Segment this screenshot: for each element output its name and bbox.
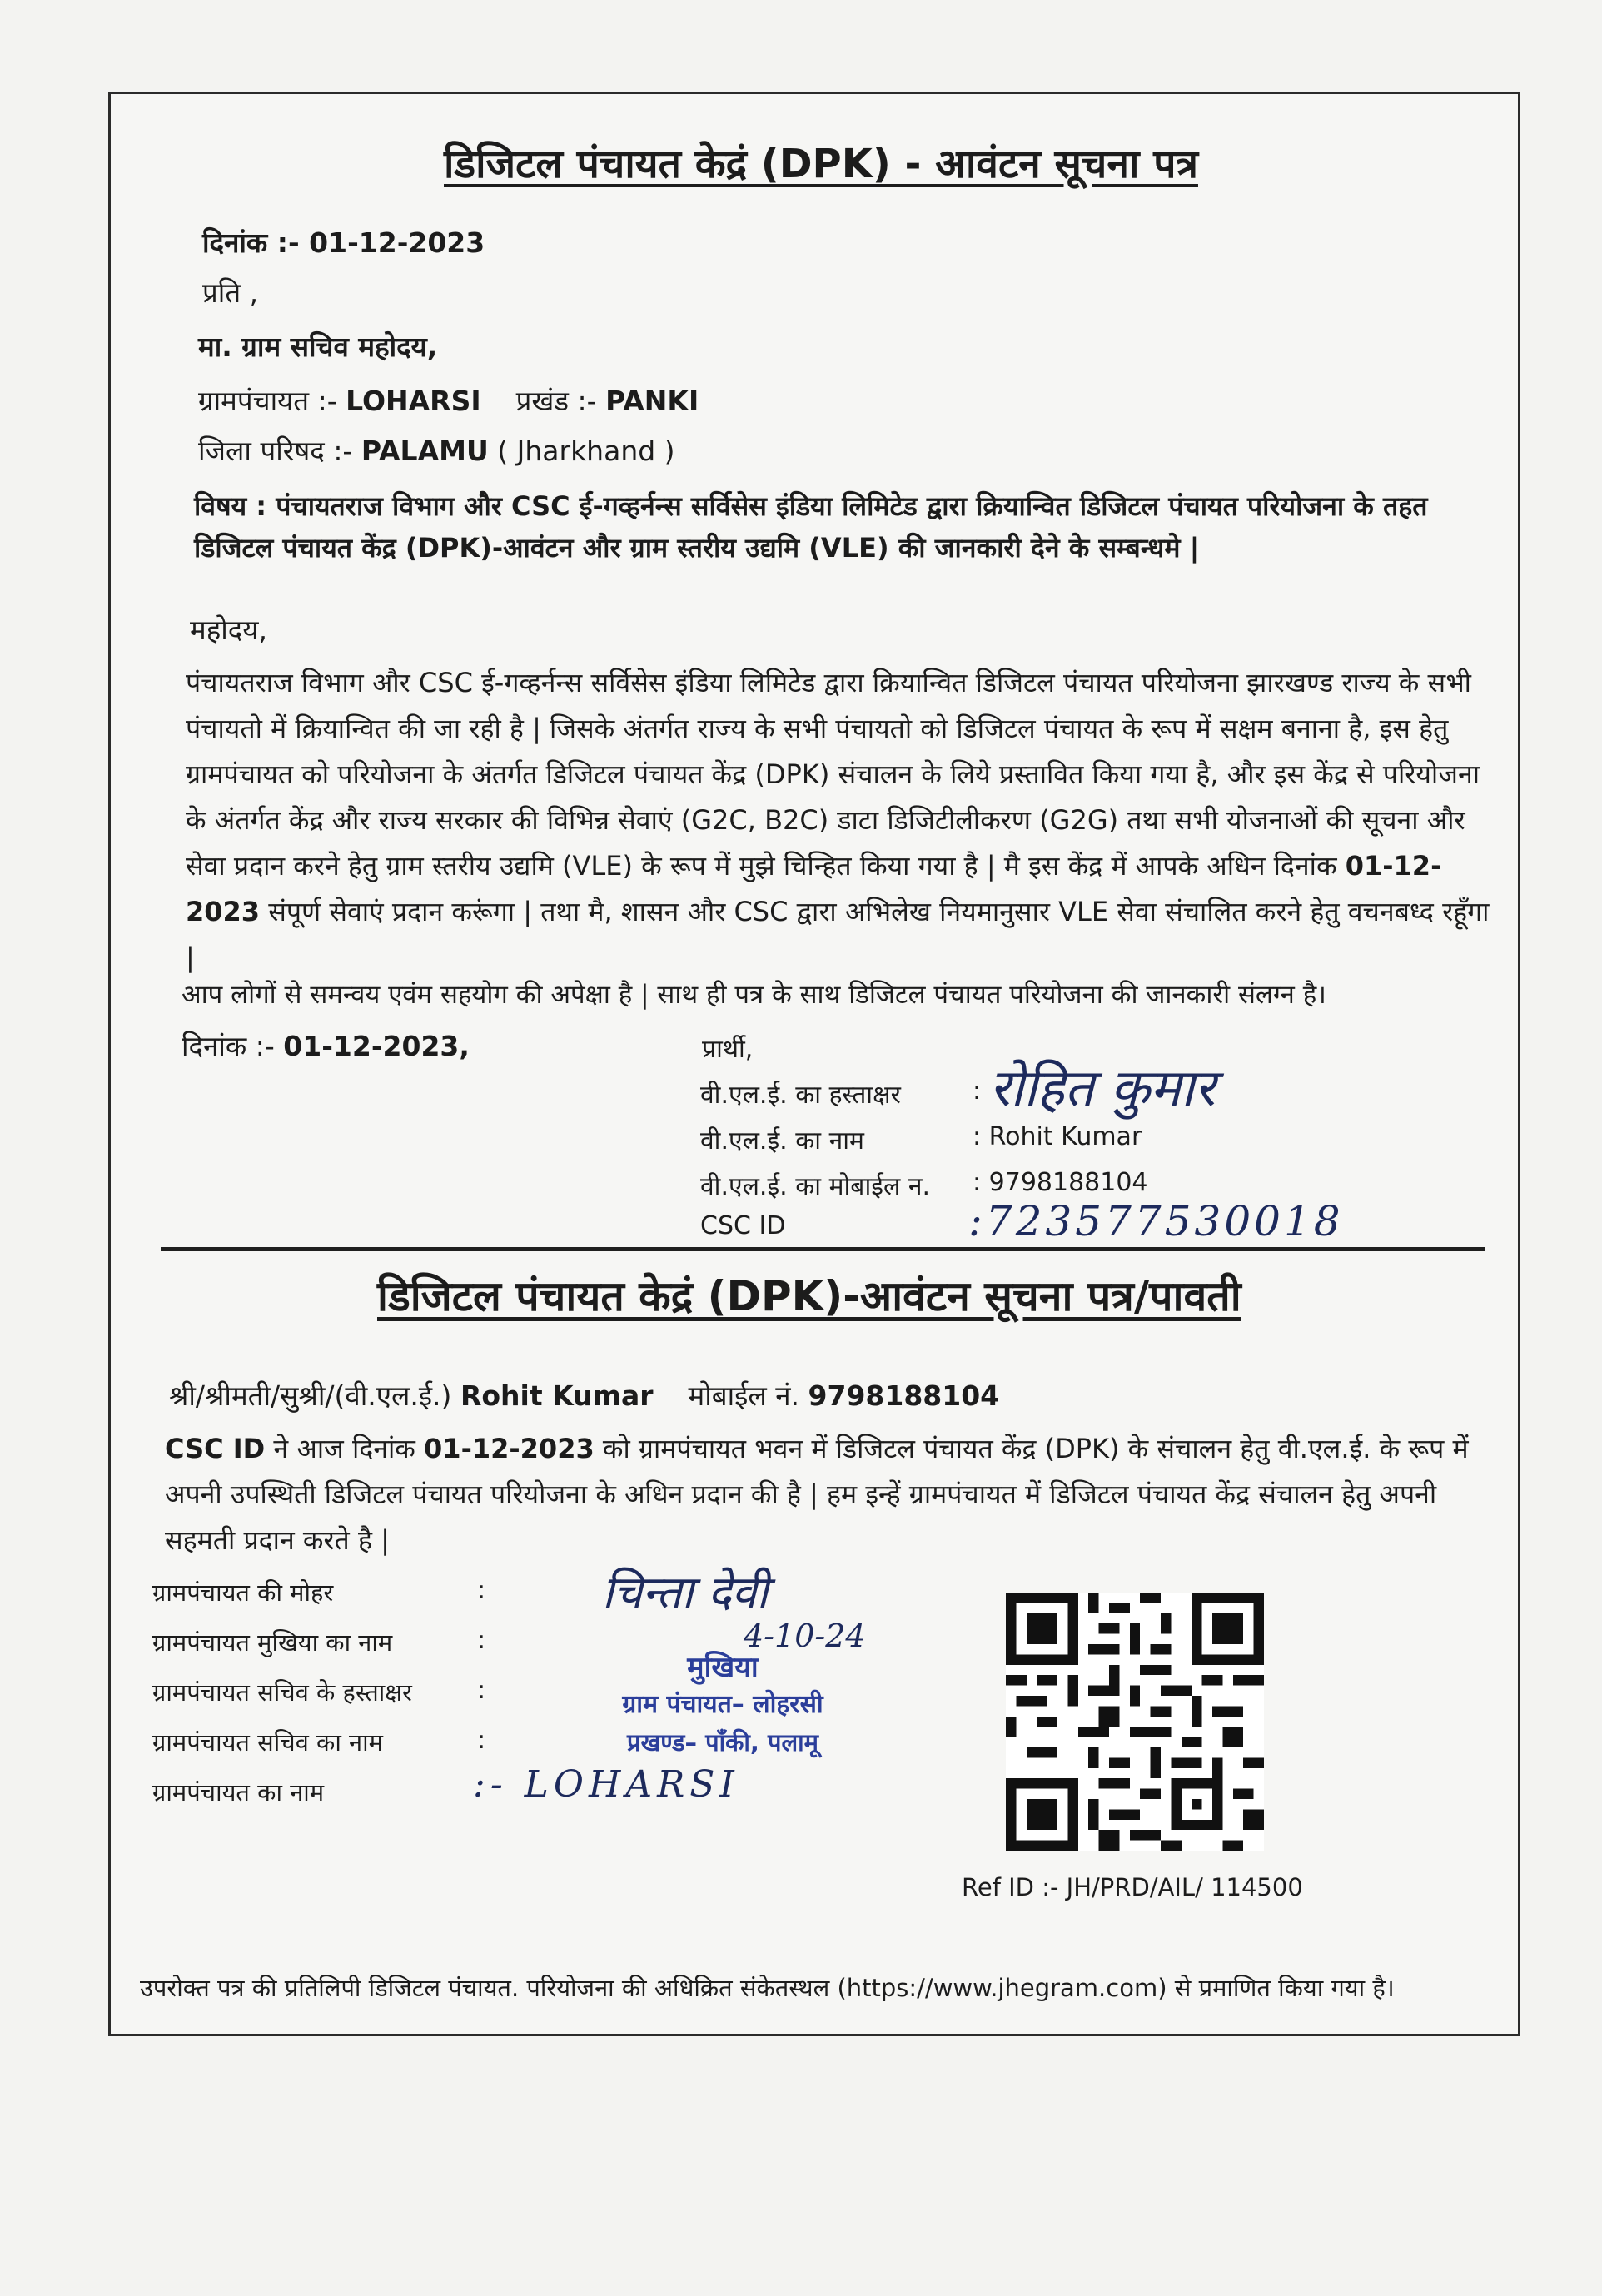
footer-note: उपरोक्त पत्र की प्रतिलिपी डिजिटल पंचायत. परियोजना की अधिक्रित संकेतस्थल (https://www.jhegram.com) से प्रमाणित किया गया है। xyxy=(140,1974,1395,2002)
receipt-title: डिजिटल पंचायत केद्रं (DPK)-आवंटन सूचना पत्र/पावती xyxy=(377,1272,1241,1320)
sign-date xyxy=(182,1026,470,1064)
gp-label: ग्रामपंचायत :- xyxy=(198,385,337,417)
sign-date-label: दिनांक :- xyxy=(182,1030,275,1062)
colon-3: : xyxy=(477,1676,486,1705)
gp-value: LOHARSI xyxy=(346,385,481,417)
gp-line xyxy=(198,381,699,419)
ref-id: Ref ID :- JH/PRD/AIL/ 114500 xyxy=(962,1873,1303,1901)
vle-mobile-value: : 9798188104 xyxy=(973,1168,1148,1197)
signature-date: 4-10-24 xyxy=(744,1618,866,1654)
block-label: प्रखंड :- xyxy=(515,385,597,417)
document-sheet xyxy=(108,92,1520,2036)
stamp-line-3: प्रखण्ड– पाँकी, पलामू xyxy=(627,1728,818,1757)
row-secretary-sign-label: ग्रामपंचायत सचिव के हस्ताक्षर xyxy=(152,1678,412,1707)
shri-label: श्री/श्रीमती/सुश्री/(वी.एल.ई.) xyxy=(169,1379,452,1412)
receipt-text-b: को ग्रामपंचायत भवन में डिजिटल पंचायत केंद्र (DPK) के संचालन हेतु वी.एल.ई. के रूप में अपनी उपस्थिती डिजिटल पंचायत परियोजना के अधिन प्रदान की है | हम इन्हें ग्रामपंचायत में डिजिटल पंचायत केंद्र संचालन हेतु अपनी सहमती प्रदान करते है | xyxy=(165,1433,1469,1556)
mukhiya-signature: चिन्ता देवी xyxy=(602,1566,769,1618)
district-label: जिला परिषद :- xyxy=(198,435,353,467)
district-value: PALAMU xyxy=(361,435,489,467)
vle-name-value: : Rohit Kumar xyxy=(973,1122,1142,1151)
state-text: ( Jharkhand ) xyxy=(497,435,675,467)
subject-text: विषय : पंचायतराज विभाग और CSC ई-गव्हर्नन्स सर्विसेस इंडिया लिमिटेड द्वारा क्रियान्वित डिजिटल पंचायत परियोजना के तहत डिजिटल पंचायत केंद्र (DPK)-आवंटन और ग्राम स्तरीय उद्यमि (VLE) की जानकारी देने के सम्बन्धमे | xyxy=(194,490,1428,564)
row-mukhiya-label: ग्रामपंचायत मुखिया का नाम xyxy=(152,1628,393,1657)
body-date: 01-12-2023 xyxy=(186,850,1442,927)
body-text-1: पंचायतराज विभाग और CSC ई-गव्हर्नन्स सर्विसेस इंडिया लिमिटेड द्वारा क्रियान्वित डिजिटल पंचायत परियोजना झारखण्ड राज्य के सभी पंचायतो में क्रियान्वित की जा रही है | जिसके अंतर्गत राज्य के सभी पंचायतो को डिजिटल पंचायत के रूप में सक्षम बनाना है, इस हेतु ग्रामपंचायत को परियोजना के अंतर्गत डिजिटल पंचायत केंद्र (DPK) संचालन के लिये प्रस्तावित किया गया है, और इस केंद्र से परियोजना के अंतर्गत केंद्र और राज्य सरकार की विभिन्न सेवाएं (G2C, B2C) डाटा डिजिटीलीकरण (G2G) तथा सभी योजनाओं की सूचना और सेवा प्रदान करने हेतु ग्राम स्तरीय उद्यमि (VLE) के रूप में मुझे चिन्हित किया गया है | मै इस केंद्र में आपके अधिन दिनांक xyxy=(186,667,1480,882)
csc-id-handwritten: :723577530018 xyxy=(968,1197,1344,1245)
colon: : xyxy=(973,1076,982,1106)
row-seal-label: ग्रामपंचायत की मोहर xyxy=(152,1578,334,1607)
row-gp-name-label: ग्रामपंचायत का नाम xyxy=(152,1778,325,1806)
colon-2: : xyxy=(477,1626,486,1655)
body-text-2: संपूर्ण सेवाएं प्रदान करूंगा | तथा मै, शासन और CSC द्वारा अभिलेख नियमानुसार VLE सेवा संचालित करने हेतु वचनबध्द रहूँगा | xyxy=(186,896,1490,973)
mobile-value: 9798188104 xyxy=(808,1379,1000,1412)
receipt-text-a: ने आज दिनांक xyxy=(273,1433,415,1464)
mobile-label: मोबाईल नं. xyxy=(688,1379,800,1412)
block-value: PANKI xyxy=(605,385,699,417)
letter-title: डिजिटल पंचायत केद्रं (DPK) - आवंटन सूचना पत्र xyxy=(444,141,1198,187)
salutation: महोदय, xyxy=(190,614,267,646)
letter-date: दिनांक :- 01-12-2023 xyxy=(202,226,485,259)
receipt-csc-id: CSC ID xyxy=(165,1433,266,1464)
stamp-line-1: मुखिया xyxy=(687,1651,759,1684)
prati-text: प्रति , xyxy=(202,276,259,309)
stamp-line-2: ग्राम पंचायत– लोहरसी xyxy=(622,1690,823,1719)
section-divider xyxy=(161,1247,1485,1251)
body-paragraph-2: आप लोगों से समन्वय एवंम सहयोग की अपेक्षा है | साथ ही पत्र के साथ डिजिटल पंचायत परियोजना की जानकारी संलग्न है। xyxy=(182,980,1326,1010)
receipt-date: 01-12-2023 xyxy=(424,1433,595,1464)
gp-name-handwritten: :- LOHARSI xyxy=(473,1763,739,1806)
shri-name: Rohit Kumar xyxy=(460,1379,654,1412)
vle-sign-label: वी.एल.ई. का हस्ताक्षर xyxy=(700,1081,901,1110)
colon-1: : xyxy=(477,1576,486,1605)
row-secretary-name-label: ग्रामपंचायत सचिव का नाम xyxy=(152,1728,383,1757)
vle-mobile-label: वी.एल.ई. का मोबाईल न. xyxy=(700,1172,931,1201)
receipt-paragraph xyxy=(165,1426,1480,1563)
csc-id-label: CSC ID xyxy=(700,1211,786,1240)
vle-signature: रोहित कुमार xyxy=(989,1057,1216,1118)
addressee: मा. ग्राम सचिव महोदय, xyxy=(198,330,438,363)
vle-name-label: वी.एल.ई. का नाम xyxy=(700,1126,864,1155)
sign-date-value: 01-12-2023, xyxy=(283,1030,470,1062)
qr-code xyxy=(1006,1593,1264,1851)
vle-name-line xyxy=(169,1376,999,1414)
prarthi-text: प्रार्थी, xyxy=(702,1035,754,1064)
district-line xyxy=(198,431,675,469)
body-paragraph xyxy=(186,660,1501,981)
colon-4: : xyxy=(477,1726,486,1755)
